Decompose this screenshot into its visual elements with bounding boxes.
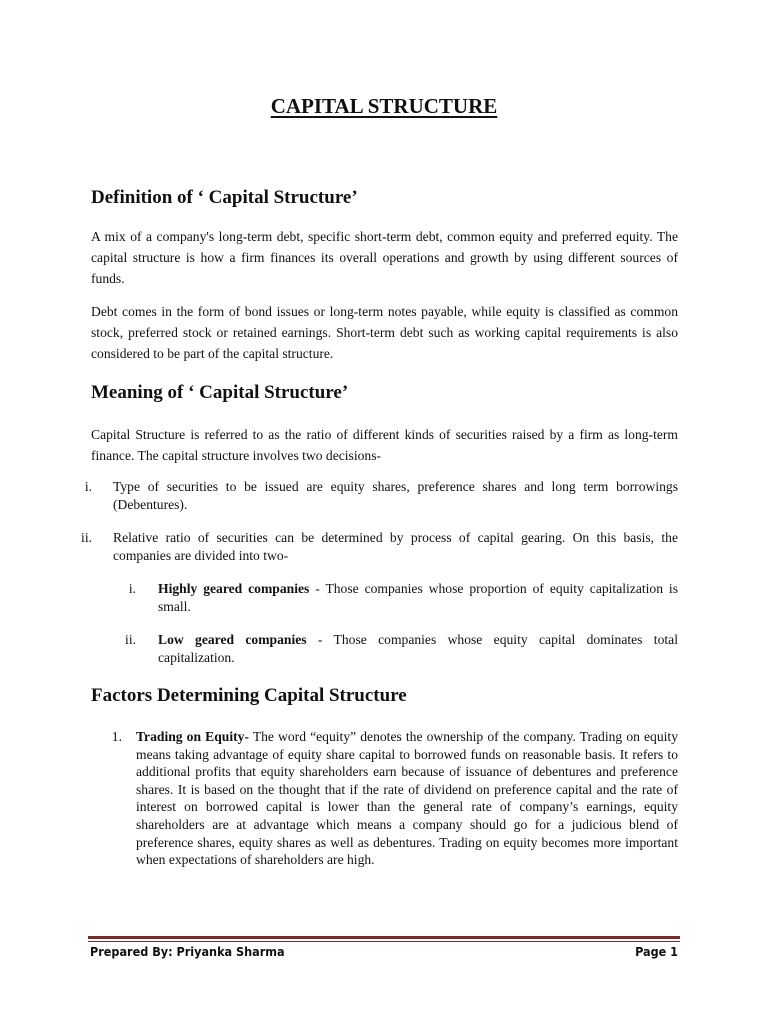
- definition-paragraph-1: A mix of a company's long-term debt, specific short-term debt, common equity and preferred equity. The capital structure is how a firm finances its overall operations and growth by using different sources of funds.: [91, 229, 678, 286]
- definition-paragraph-2: Debt comes in the form of bond issues or long-term notes payable, while equity is classified as common stock, preferred stock or retained earnings. Short-term debt such as working capital requirements is also considered to be part of the capital structure.: [91, 304, 678, 361]
- list-item-number: 1.: [111, 729, 122, 744]
- list-item-number: ii.: [81, 530, 92, 545]
- list-item: Trading on Equity- The word “equity” denotes the ownership of the company. Trading on equity means taking advantage of equity share capital to borrowed funds on reasonable basis. It refers to additional profits that equity shareholders earn because of issuance of debentures and preference shares. It is based on the thought that if the rate of dividend on preference capital and the rate of interest on borrowed capital is lower than the general rate of company’s earnings, equity shareholders are at advantage which means a company should go for a judicious blend of preference shares, equity shares as well as debentures. Trading on equity becomes more important when expectations of shareholders are high.: [136, 729, 678, 868]
- meaning-paragraph: Capital Structure is referred to as the ratio of different kinds of securities raised by a firm as long-term finance. The capital structure involves two decisions-: [91, 427, 678, 463]
- page-title: CAPITAL STRUCTURE: [270, 94, 498, 118]
- term-low-geared: Low geared companies: [158, 632, 307, 647]
- factors-heading: Factors Determining Capital Structure: [91, 685, 407, 706]
- sub-list-item-number: ii.: [125, 632, 136, 647]
- sub-list-item: Highly geared companies - Those companies whose proportion of equity capitalization is small.: [158, 581, 679, 614]
- sub-list-item: Low geared companies - Those companies whose equity capital dominates total capitalization.: [158, 632, 678, 665]
- list-item-number: i.: [84, 479, 92, 494]
- meaning-heading: Meaning of ‘ Capital Structure’: [91, 382, 349, 403]
- page-number: Page 1: [635, 944, 678, 959]
- definition-heading: Definition of ‘ Capital Structure’: [91, 187, 358, 208]
- footer-author: Prepared By: Priyanka Sharma: [90, 944, 285, 959]
- term-trading-on-equity: Trading on Equity-: [136, 729, 249, 744]
- list-item: Relative ratio of securities can be determined by process of capital gearing. On this basis, the companies are divided into two-: [113, 530, 678, 563]
- sub-list-item-number: i.: [128, 581, 136, 596]
- term-highly-geared: Highly geared companies: [158, 581, 310, 596]
- footer-rule-thin: [88, 941, 680, 942]
- list-item: Type of securities to be issued are equity shares, preference shares and long term borrowings (Debentures).: [113, 479, 678, 512]
- footer-rule: [88, 936, 680, 939]
